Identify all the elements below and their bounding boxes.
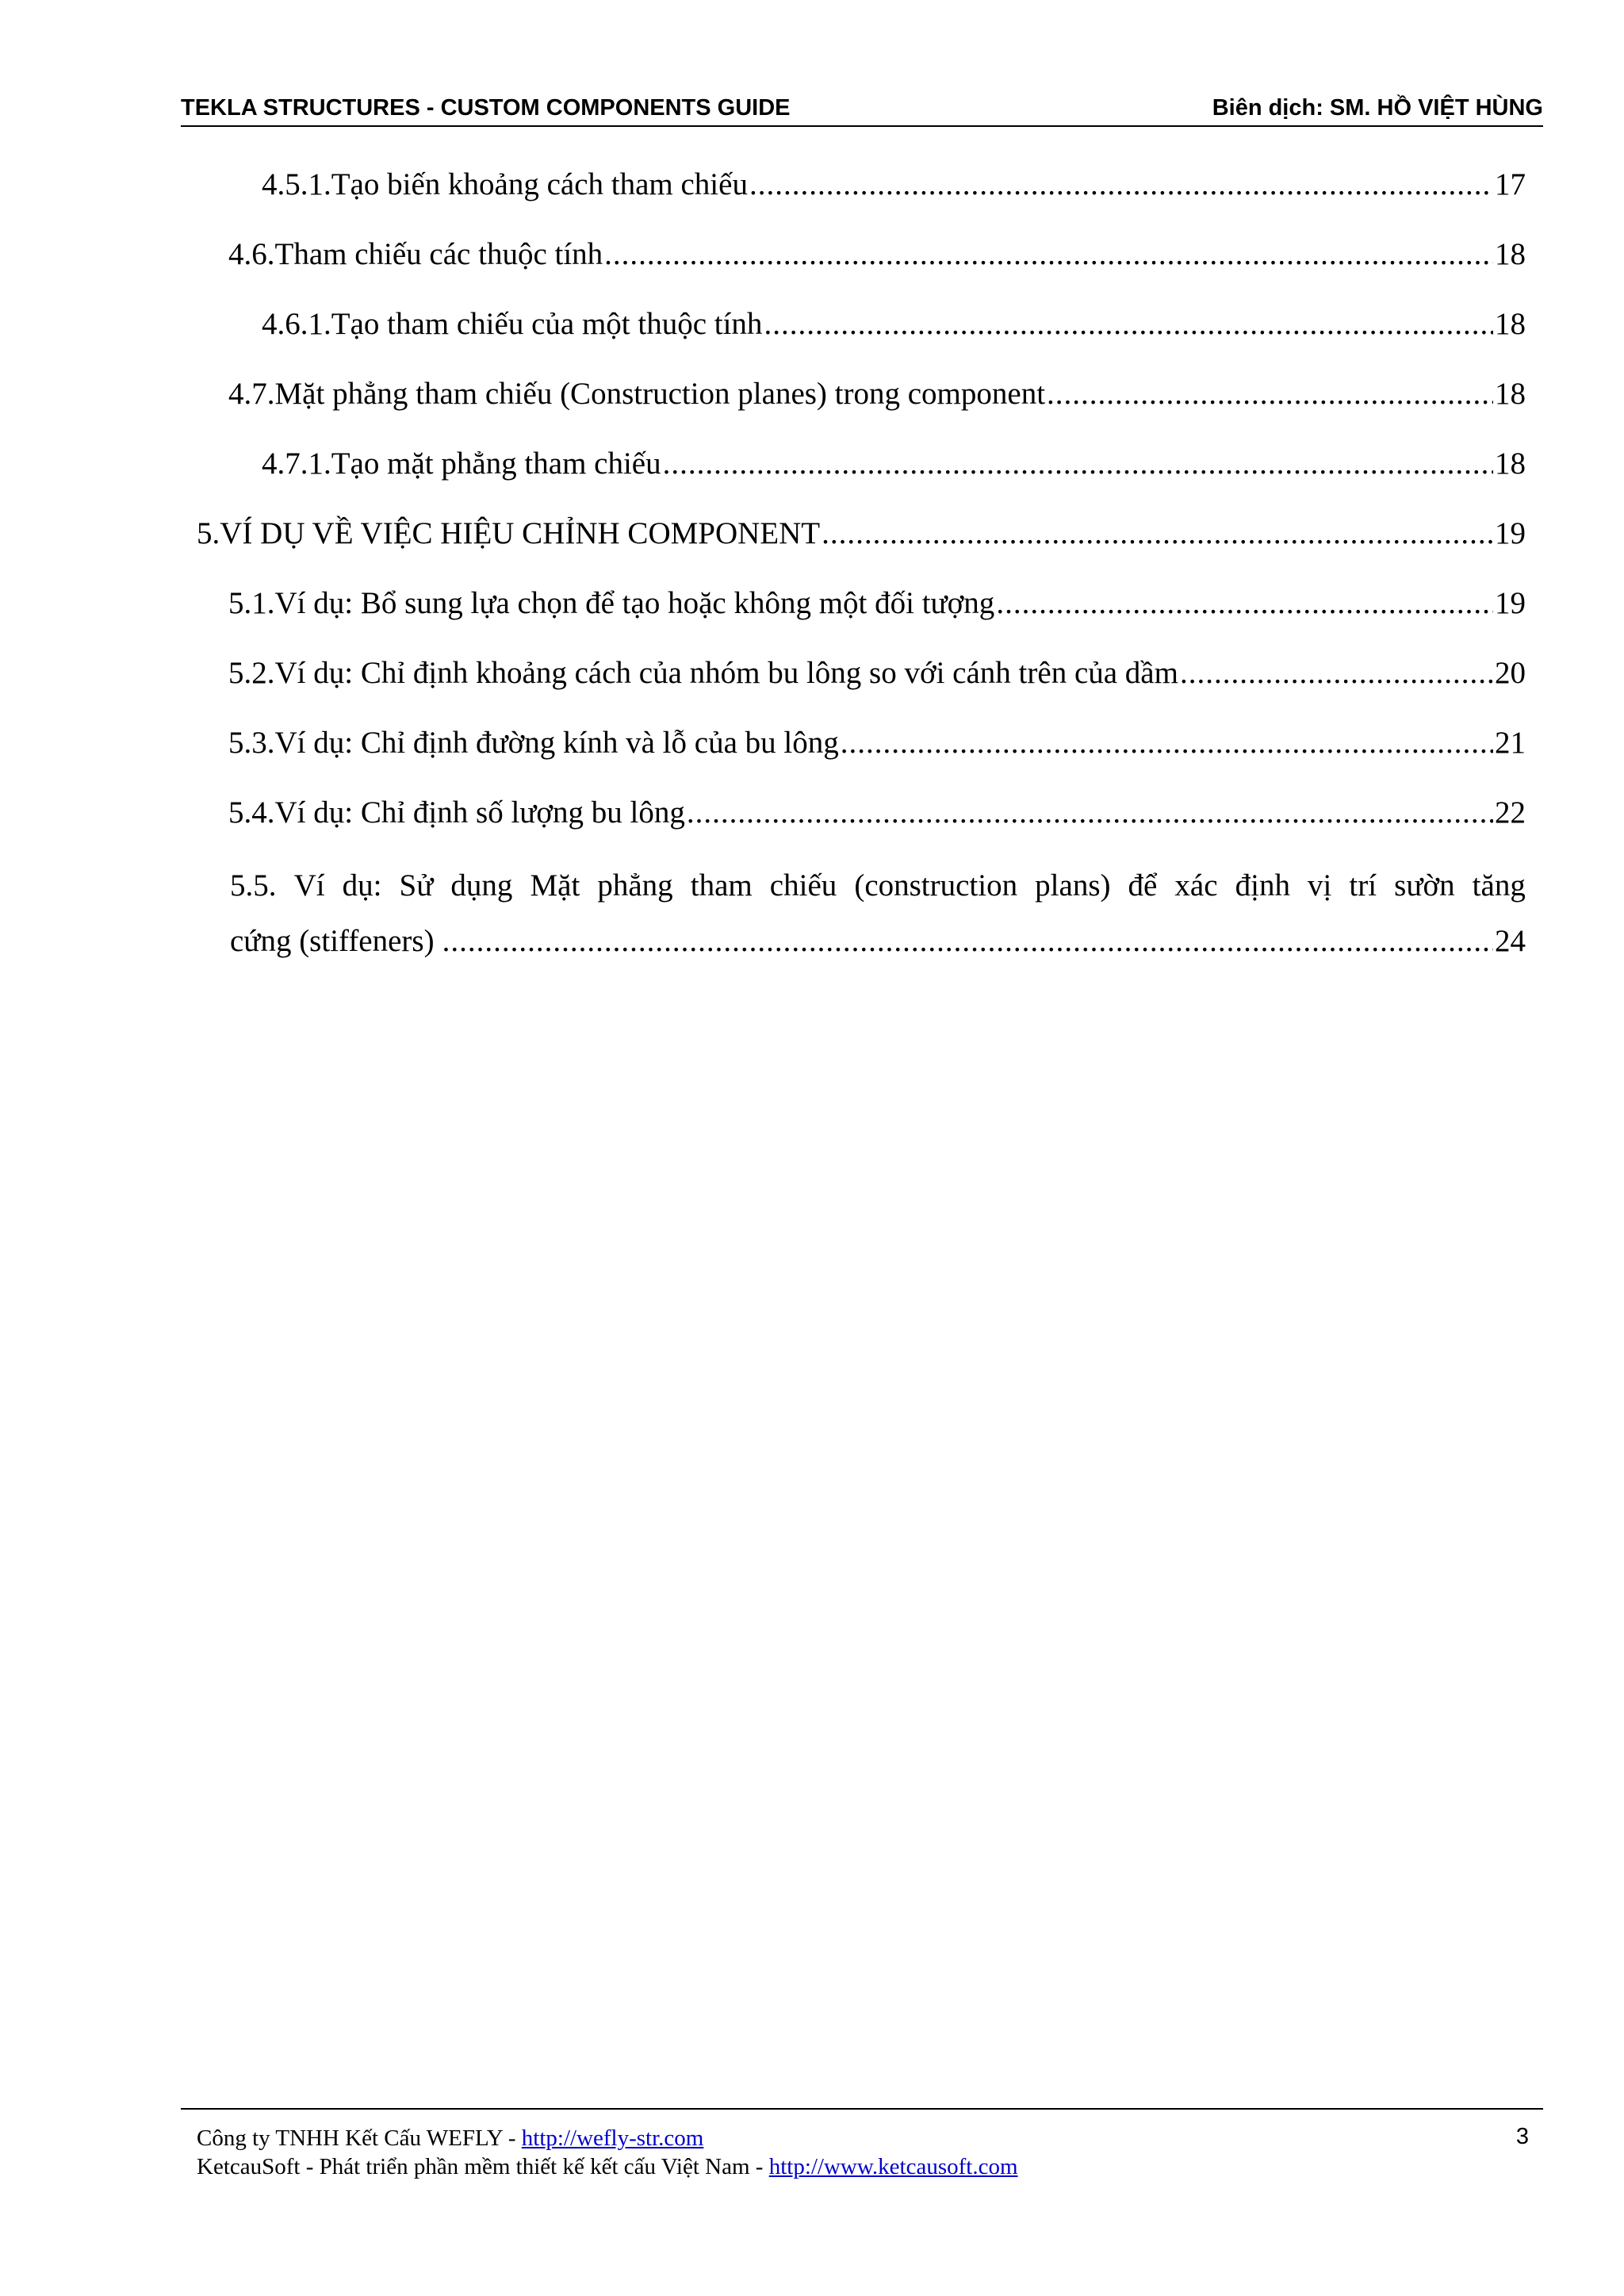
toc-word: Ví — [293, 868, 325, 903]
toc-leader-dots — [442, 914, 1493, 969]
toc-leader-dots — [822, 514, 1493, 554]
footer-divider — [181, 2108, 1543, 2110]
toc-word: dụng — [450, 868, 513, 903]
toc-word: vị — [1308, 868, 1332, 903]
toc-entry-page: 19 — [1495, 516, 1526, 550]
toc-entry-page: 18 — [1495, 377, 1526, 411]
toc-word: phẳng — [597, 868, 673, 903]
toc-entry-page: 21 — [1495, 726, 1526, 760]
toc-word: (construction — [854, 868, 1018, 903]
footer-company-link[interactable]: http://wefly-str.com — [521, 2125, 704, 2151]
page-header — [181, 95, 1543, 121]
toc-word: để — [1128, 868, 1158, 903]
toc-leader-dots — [604, 235, 1493, 274]
toc-entry[interactable] — [228, 584, 1526, 623]
toc-entry[interactable] — [197, 514, 1526, 554]
toc-leader-dots — [1047, 374, 1493, 414]
toc-entry[interactable] — [262, 305, 1526, 344]
toc-entry-number: 5.4. — [228, 795, 275, 830]
toc-entry-second-line — [230, 914, 1526, 969]
toc-entry-number: 4.6.1. — [262, 307, 331, 341]
page-footer — [197, 2124, 1529, 2181]
toc-entry-page: 18 — [1495, 307, 1526, 341]
toc-entry-page: 18 — [1495, 237, 1526, 271]
toc-word: định — [1235, 868, 1290, 903]
toc-leader-dots — [663, 444, 1493, 484]
toc-entry-title: Ví dụ: Bổ sung lựa chọn để tạo hoặc không một đối tượng — [274, 586, 995, 620]
toc-entry-number: 5.3. — [228, 726, 275, 760]
toc-entry-title-continued: cứng (stiffeners) — [230, 924, 435, 958]
toc-entry[interactable] — [228, 374, 1526, 414]
toc-leader-dots — [687, 793, 1493, 833]
toc-entry-number: 4.7.1. — [262, 447, 331, 481]
toc-entry[interactable] — [262, 165, 1526, 205]
toc-entry-title: Tạo biến khoảng cách tham chiếu — [331, 167, 748, 201]
toc-entry-number: 4.7. — [228, 377, 275, 411]
header-translator: Biên dịch: SM. HỒ VIỆT HÙNG — [1212, 95, 1543, 121]
toc-entry-page: 17 — [1495, 167, 1526, 201]
toc-leader-dots — [764, 305, 1493, 344]
footer-ketcausoft-text: KetcauSoft - Phát triển phần mềm thiết kế kết cấu Việt Nam - — [197, 2154, 769, 2179]
toc-entry-title: Tạo mặt phẳng tham chiếu — [331, 447, 661, 481]
toc-word: xác — [1174, 868, 1218, 903]
footer-company-text: Công ty TNHH Kết Cấu WEFLY - — [197, 2125, 522, 2151]
toc-entry-number: 5.1. — [228, 586, 275, 620]
toc-entry-first-line — [230, 858, 1526, 914]
header-document-title: TEKLA STRUCTURES - CUSTOM COMPONENTS GUIDE — [181, 95, 791, 121]
toc-entry-title: Ví dụ: Chỉ định số lượng bu lông — [274, 795, 685, 830]
toc-entry-title: Ví dụ: Chỉ định đường kính và lỗ của bu lông — [274, 726, 839, 760]
toc-leader-dots — [841, 723, 1493, 763]
toc-entry[interactable] — [228, 793, 1526, 833]
toc-entry-number: 4.5.1. — [262, 167, 331, 201]
toc-entry[interactable] — [228, 654, 1526, 693]
toc-word: sườn — [1394, 868, 1455, 903]
toc-entry-wrapped[interactable] — [230, 858, 1526, 969]
toc-entry-title: Tạo tham chiếu của một thuộc tính — [331, 307, 763, 341]
toc-entry-title: Mặt phẳng tham chiếu (Construction planes) trong component — [274, 377, 1046, 411]
toc-entry-number: 5.2. — [228, 656, 275, 690]
toc-word: tăng — [1472, 868, 1526, 903]
toc-leader-dots — [996, 584, 1493, 623]
toc-entry-page: 20 — [1495, 656, 1526, 690]
footer-line-ketcausoft — [197, 2152, 1529, 2181]
toc-entry[interactable] — [228, 723, 1526, 763]
toc-entry-title: VÍ DỤ VỀ VIỆC HIỆU CHỈNH COMPONENT — [220, 516, 821, 550]
toc-entry[interactable] — [228, 235, 1526, 274]
toc-word: dụ: — [342, 868, 382, 903]
toc-leader-dots — [749, 165, 1493, 205]
toc-word: Sử — [399, 868, 434, 903]
toc-entry-number: 4.6. — [228, 237, 275, 271]
toc-entry-number: 5. — [197, 516, 220, 550]
toc-entry-page: 18 — [1495, 447, 1526, 481]
header-divider — [181, 125, 1543, 127]
toc-entry-title: Ví dụ: Chỉ định khoảng cách của nhóm bu lông so với cánh trên của dầm — [274, 656, 1178, 690]
toc-entry-page: 19 — [1495, 586, 1526, 620]
toc-word: plans) — [1035, 868, 1111, 903]
toc-word: tham — [690, 868, 753, 903]
footer-ketcausoft-link[interactable]: http://www.ketcausoft.com — [768, 2154, 1018, 2179]
toc-word: trí — [1349, 868, 1377, 903]
toc-leader-dots — [1180, 654, 1493, 693]
toc-entry-title: Tham chiếu các thuộc tính — [274, 237, 603, 271]
toc-word: Mặt — [530, 868, 580, 903]
toc-entry-page: 24 — [1495, 924, 1526, 958]
page-number: 3 — [1515, 2124, 1529, 2149]
toc-entry[interactable] — [262, 444, 1526, 484]
toc-word: chiếu — [769, 868, 837, 903]
toc-entry-number: 5.5. — [230, 868, 277, 903]
toc-entry-page: 22 — [1495, 795, 1526, 830]
footer-line-company — [197, 2124, 1529, 2152]
